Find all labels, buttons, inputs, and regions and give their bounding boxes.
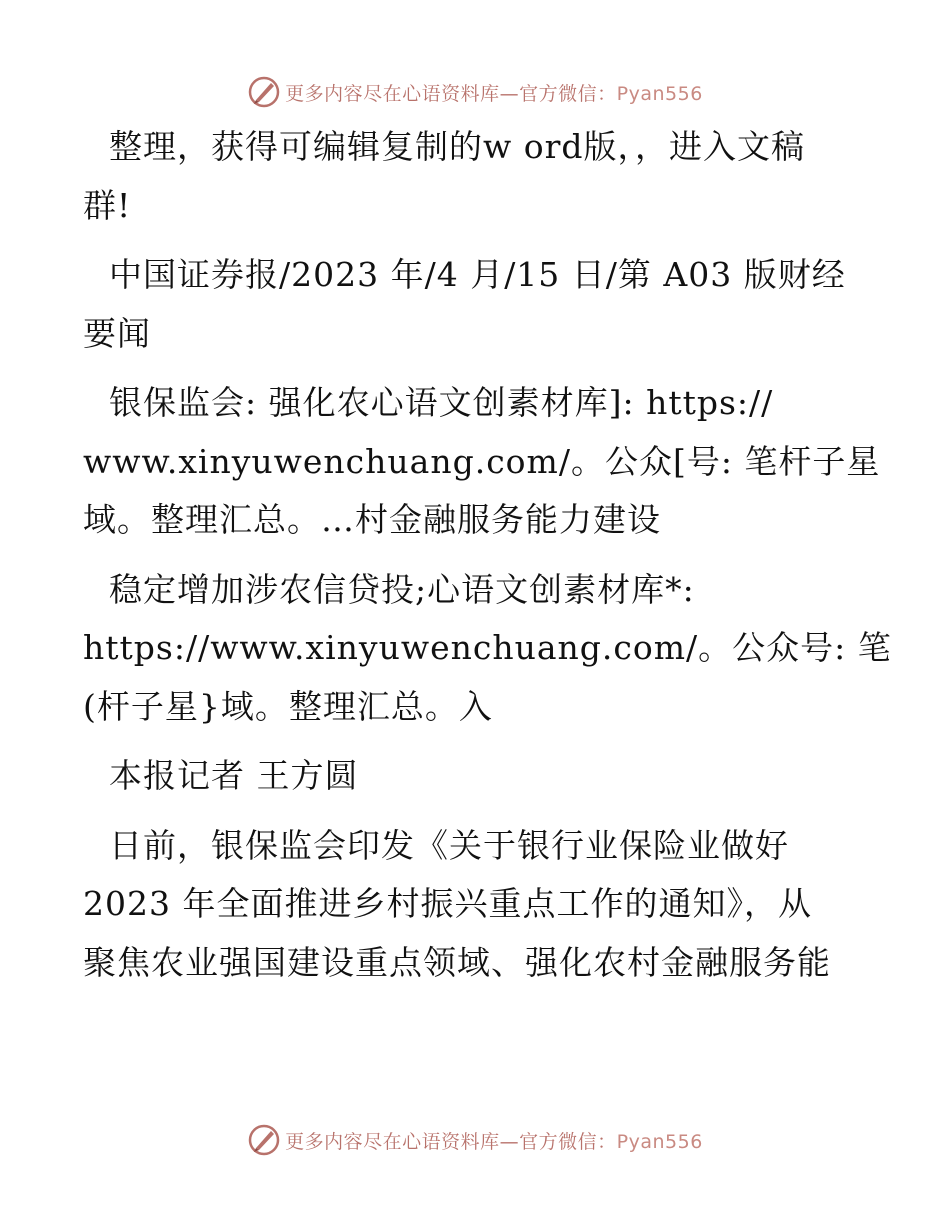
text-line: 整理，获得可编辑复制的w ord版，，进入文稿 — [109, 127, 806, 166]
header-watermark — [0, 72, 950, 112]
paragraph-byline — [96, 747, 856, 806]
feather-pen-logo-icon — [247, 1123, 281, 1157]
paragraph-intro — [83, 118, 856, 235]
text-line: 日前，银保监会印发《关于银行业保险业做好 — [109, 825, 789, 865]
text-line: 银保监会: 强化农心语文创素材库]: https:// — [109, 383, 774, 422]
watermark-handle: Pyan556 — [616, 82, 703, 105]
text-line: https://www.xinyuwenchuang.com/。公众号: 笔 — [83, 628, 892, 667]
text-line: 域。整理汇总。…村金融服务能力建设 — [83, 500, 661, 539]
text-line: 稳定增加涉农信贷投;心语文创素材库*: — [109, 569, 695, 609]
feather-pen-logo-icon — [247, 75, 281, 109]
text-line: www.xinyuwenchuang.com/。公众[号: 笔杆子星 — [83, 441, 881, 481]
paragraph-source — [83, 246, 856, 363]
text-line: 2023 年全面推进乡村振兴重点工作的通知》，从 — [83, 884, 812, 923]
paragraph-subheadline — [83, 561, 892, 737]
text-line: 本报记者 王方圆 — [109, 756, 359, 795]
paragraph-body — [83, 817, 856, 993]
watermark-text: 更多内容尽在心语资料库—官方微信：Pyan556 — [285, 1130, 703, 1153]
document-body — [83, 118, 892, 1003]
watermark-text: 更多内容尽在心语资料库—官方微信：Pyan556 — [285, 82, 703, 105]
paragraph-headline — [83, 374, 881, 550]
text-line: 要闻 — [83, 313, 151, 353]
text-line: 聚焦农业强国建设重点领域、强化农村金融服务能 — [83, 942, 831, 982]
watermark-handle: Pyan556 — [616, 1130, 703, 1153]
text-line: 群! — [83, 185, 132, 225]
footer-watermark — [0, 1120, 950, 1160]
text-line: 中国证券报/2023 年/4 月/15 日/第 A03 版财经 — [109, 255, 846, 294]
text-line: (杆子星}域。整理汇总。入 — [83, 686, 493, 726]
